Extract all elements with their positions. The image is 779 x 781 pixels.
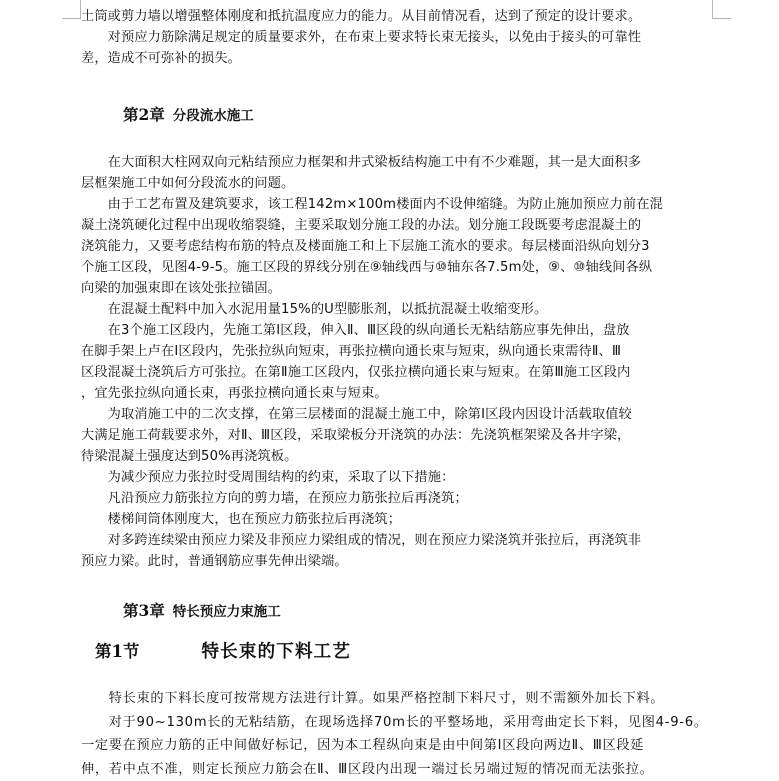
chapter-number: 第2章 bbox=[123, 105, 165, 124]
text-line: 浇筑能力，又要考虑结构布筋的特点及楼面施工和上下层施工流水的要求。每层楼面沿纵向划分3 bbox=[81, 236, 663, 257]
text-line: 在3个施工区段内，先施工第Ⅰ区段，伸入Ⅱ、Ⅲ区段的纵向通长无粘结筋应事先伸出，盘放 bbox=[81, 320, 663, 341]
text-line: 对于90~130m长的无粘结筋，在现场选择70m长的平整场地，采用弯曲定长下料，见图4-9-6。 bbox=[81, 711, 708, 735]
text-line: 伸，若中点不准，则定长预应力筋会在Ⅱ、Ⅲ区段内出现一端过长另端过短的情况而无法张拉。 bbox=[81, 758, 708, 781]
section-title: 特长束的下料工艺 bbox=[201, 642, 351, 662]
text-line: 一定要在预应力筋的正中间做好标记，因为本工程纵向束是由中间第Ⅰ区段向两边Ⅱ、Ⅲ区段延 bbox=[81, 734, 708, 758]
chapter-heading bbox=[123, 599, 281, 621]
page-corner-mark-left bbox=[62, 0, 81, 19]
text-line: 特长束的下料长度可按常规方法进行计算。如果严格控制下料尺寸，则不需额外加长下料。 bbox=[81, 687, 708, 711]
section-heading bbox=[95, 638, 351, 663]
chapter-title: 分段流水施工 bbox=[173, 108, 254, 124]
paragraph-block bbox=[81, 6, 641, 69]
text-line: 层框架施工中如何分段流水的问题。 bbox=[81, 173, 663, 194]
paragraph-block bbox=[81, 152, 663, 572]
text-line: 大满足施工荷载要求外，对Ⅱ、Ⅲ区段，采取梁板分开浇筑的办法：先浇筑框架梁及各井字梁， bbox=[81, 425, 663, 446]
section-number: 第1节 bbox=[95, 642, 139, 661]
text-line: 对预应力筋除满足规定的质量要求外，在布束上要求特长束无接头，以免由于接头的可靠性 bbox=[81, 27, 641, 48]
text-line: 待梁混凝土强度达到50%再浇筑板。 bbox=[81, 446, 663, 467]
text-line: 凡沿预应力筋张拉方向的剪力墙，在预应力筋张拉后再浇筑； bbox=[81, 488, 663, 509]
chapter-number: 第3章 bbox=[123, 601, 165, 620]
text-line: 差，造成不可弥补的损失。 bbox=[81, 48, 641, 69]
text-line: 由于工艺布置及建筑要求，该工程142m×100m楼面内不设伸缩缝。为防止施加预应力前在混 bbox=[81, 194, 663, 215]
text-line: 区段混凝土浇筑后方可张拉。在第Ⅱ施工区段内，仅张拉横向通长束与短束。在第Ⅲ施工区段内 bbox=[81, 362, 663, 383]
text-line: 在脚手架上卢在Ⅰ区段内，先张拉纵向短束，再张拉横向通长束与短束，纵向通长束需待Ⅱ、Ⅲ bbox=[81, 341, 663, 362]
text-line: 为减少预应力张拉时受周围结构的约束，采取了以下措施： bbox=[81, 467, 663, 488]
text-line: 在混凝土配料中加入水泥用量15%的U型膨胀剂，以抵抗混凝土收缩变形。 bbox=[81, 299, 663, 320]
page-corner-mark-right bbox=[712, 0, 731, 19]
text-line: 楼梯间筒体刚度大，也在预应力筋张拉后再浇筑； bbox=[81, 509, 663, 530]
text-line: 为取消施工中的二次支撑，在第三层楼面的混凝土施工中，除第Ⅰ区段内因设计活载取值较 bbox=[81, 404, 663, 425]
text-line: 土筒或剪力墙以增强整体刚度和抵抗温度应力的能力。从目前情况看，达到了预定的设计要求。 bbox=[81, 6, 641, 27]
chapter-heading bbox=[123, 103, 254, 125]
text-line: 凝土浇筑硬化过程中出现收缩裂缝，主要采取划分施工段的办法。划分施工段既要考虑混凝土的 bbox=[81, 215, 663, 236]
text-line: ，宜先张拉纵向通长束，再张拉横向通长束与短束。 bbox=[81, 383, 663, 404]
text-line: 预应力梁。此时，普通钢筋应事先伸出梁端。 bbox=[81, 551, 663, 572]
paragraph-block bbox=[81, 687, 708, 781]
text-line: 向梁的加强束即在该处张拉锚固。 bbox=[81, 278, 663, 299]
chapter-title: 特长预应力束施工 bbox=[173, 604, 281, 620]
text-line: 个施工区段，见图4-9-5。施工区段的界线分别在⑨轴线西与⑩轴东各7.5m处，⑨、⑩轴线间各纵 bbox=[81, 257, 663, 278]
text-line: 在大面积大柱网双向元粘结预应力框架和井式梁板结构施工中有不少难题，其一是大面积多 bbox=[81, 152, 663, 173]
text-line: 对多跨连续梁由预应力梁及非预应力梁组成的情况，则在预应力梁浇筑并张拉后，再浇筑非 bbox=[81, 530, 663, 551]
